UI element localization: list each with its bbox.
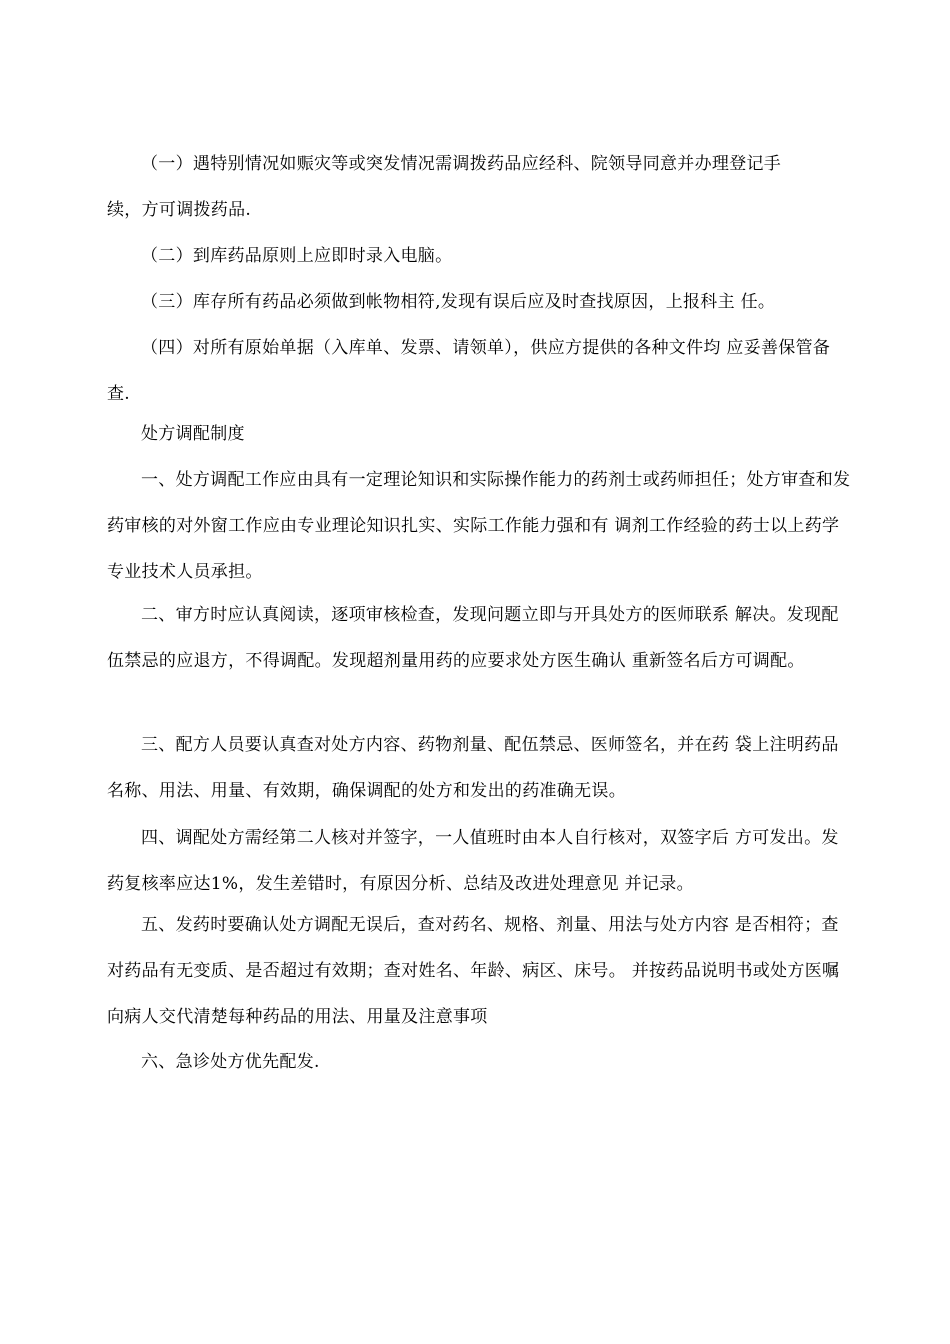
section-title-prescription-dispensing: 处方调配制度 [141, 424, 245, 444]
paragraph-rule-3: 三、配方人员要认真查对处方内容、药物剂量、配伍禁忌、医师签名，并在药 袋上注明药品名称、用法、用量、有效期，确保调配的处方和发出的药准确无误。 [107, 735, 839, 801]
paragraph-document-keeping: （四）对所有原始单据（入库单、发票、请领单），供应方提供的各种文件均 应妥善保管备查. [107, 338, 831, 404]
paragraph-rule-6: 六、急诊处方优先配发. [141, 1052, 320, 1072]
paragraph-rule-5: 五、发药时要确认处方调配无误后，查对药名、规格、剂量、用法与处方内容 是否相符；查对药品有无变质、是否超过有效期；查对姓名、年龄、病区、床号。 并按药品说明书或处方医嘱向病人交代清楚每种药品的用法、用量及注意事项 [107, 915, 840, 1027]
paragraph-rule-1: 一、处方调配工作应由具有一定理论知识和实际操作能力的药剂士或药师担任；处方审查和发药审核的对外窗工作应由专业理论知识扎实、实际工作能力强和有 调剂工作经验的药士以上药学专业技术人员承担。 [107, 470, 851, 582]
paragraph-rule-4: 四、调配处方需经第二人核对并签字，一人值班时由本人自行核对，双签字后 方可发出。发药复核率应达1%，发生差错时，有原因分析、总结及改进处理意见 并记录。 [107, 828, 839, 894]
paragraph-rule-2: 二、审方时应认真阅读，逐项审核检查，发现问题立即与开具处方的医师联系 解决。发现配伍禁忌的应退方，不得调配。发现超剂量用药的应要求处方医生确认 重新签名后方可调配。 [107, 605, 839, 671]
paragraph-allocation-approval: （一）遇特别情况如赈灾等或突发情况需调拨药品应经科、院领导同意并办理登记手续，方可调拨药品. [107, 154, 782, 220]
paragraph-inventory-match: （三）库存所有药品必须做到帐物相符,发现有误后应及时查找原因，上报科主 任。 [141, 292, 776, 312]
paragraph-computer-entry: （二）到库药品原则上应即时录入电脑。 [141, 246, 453, 266]
